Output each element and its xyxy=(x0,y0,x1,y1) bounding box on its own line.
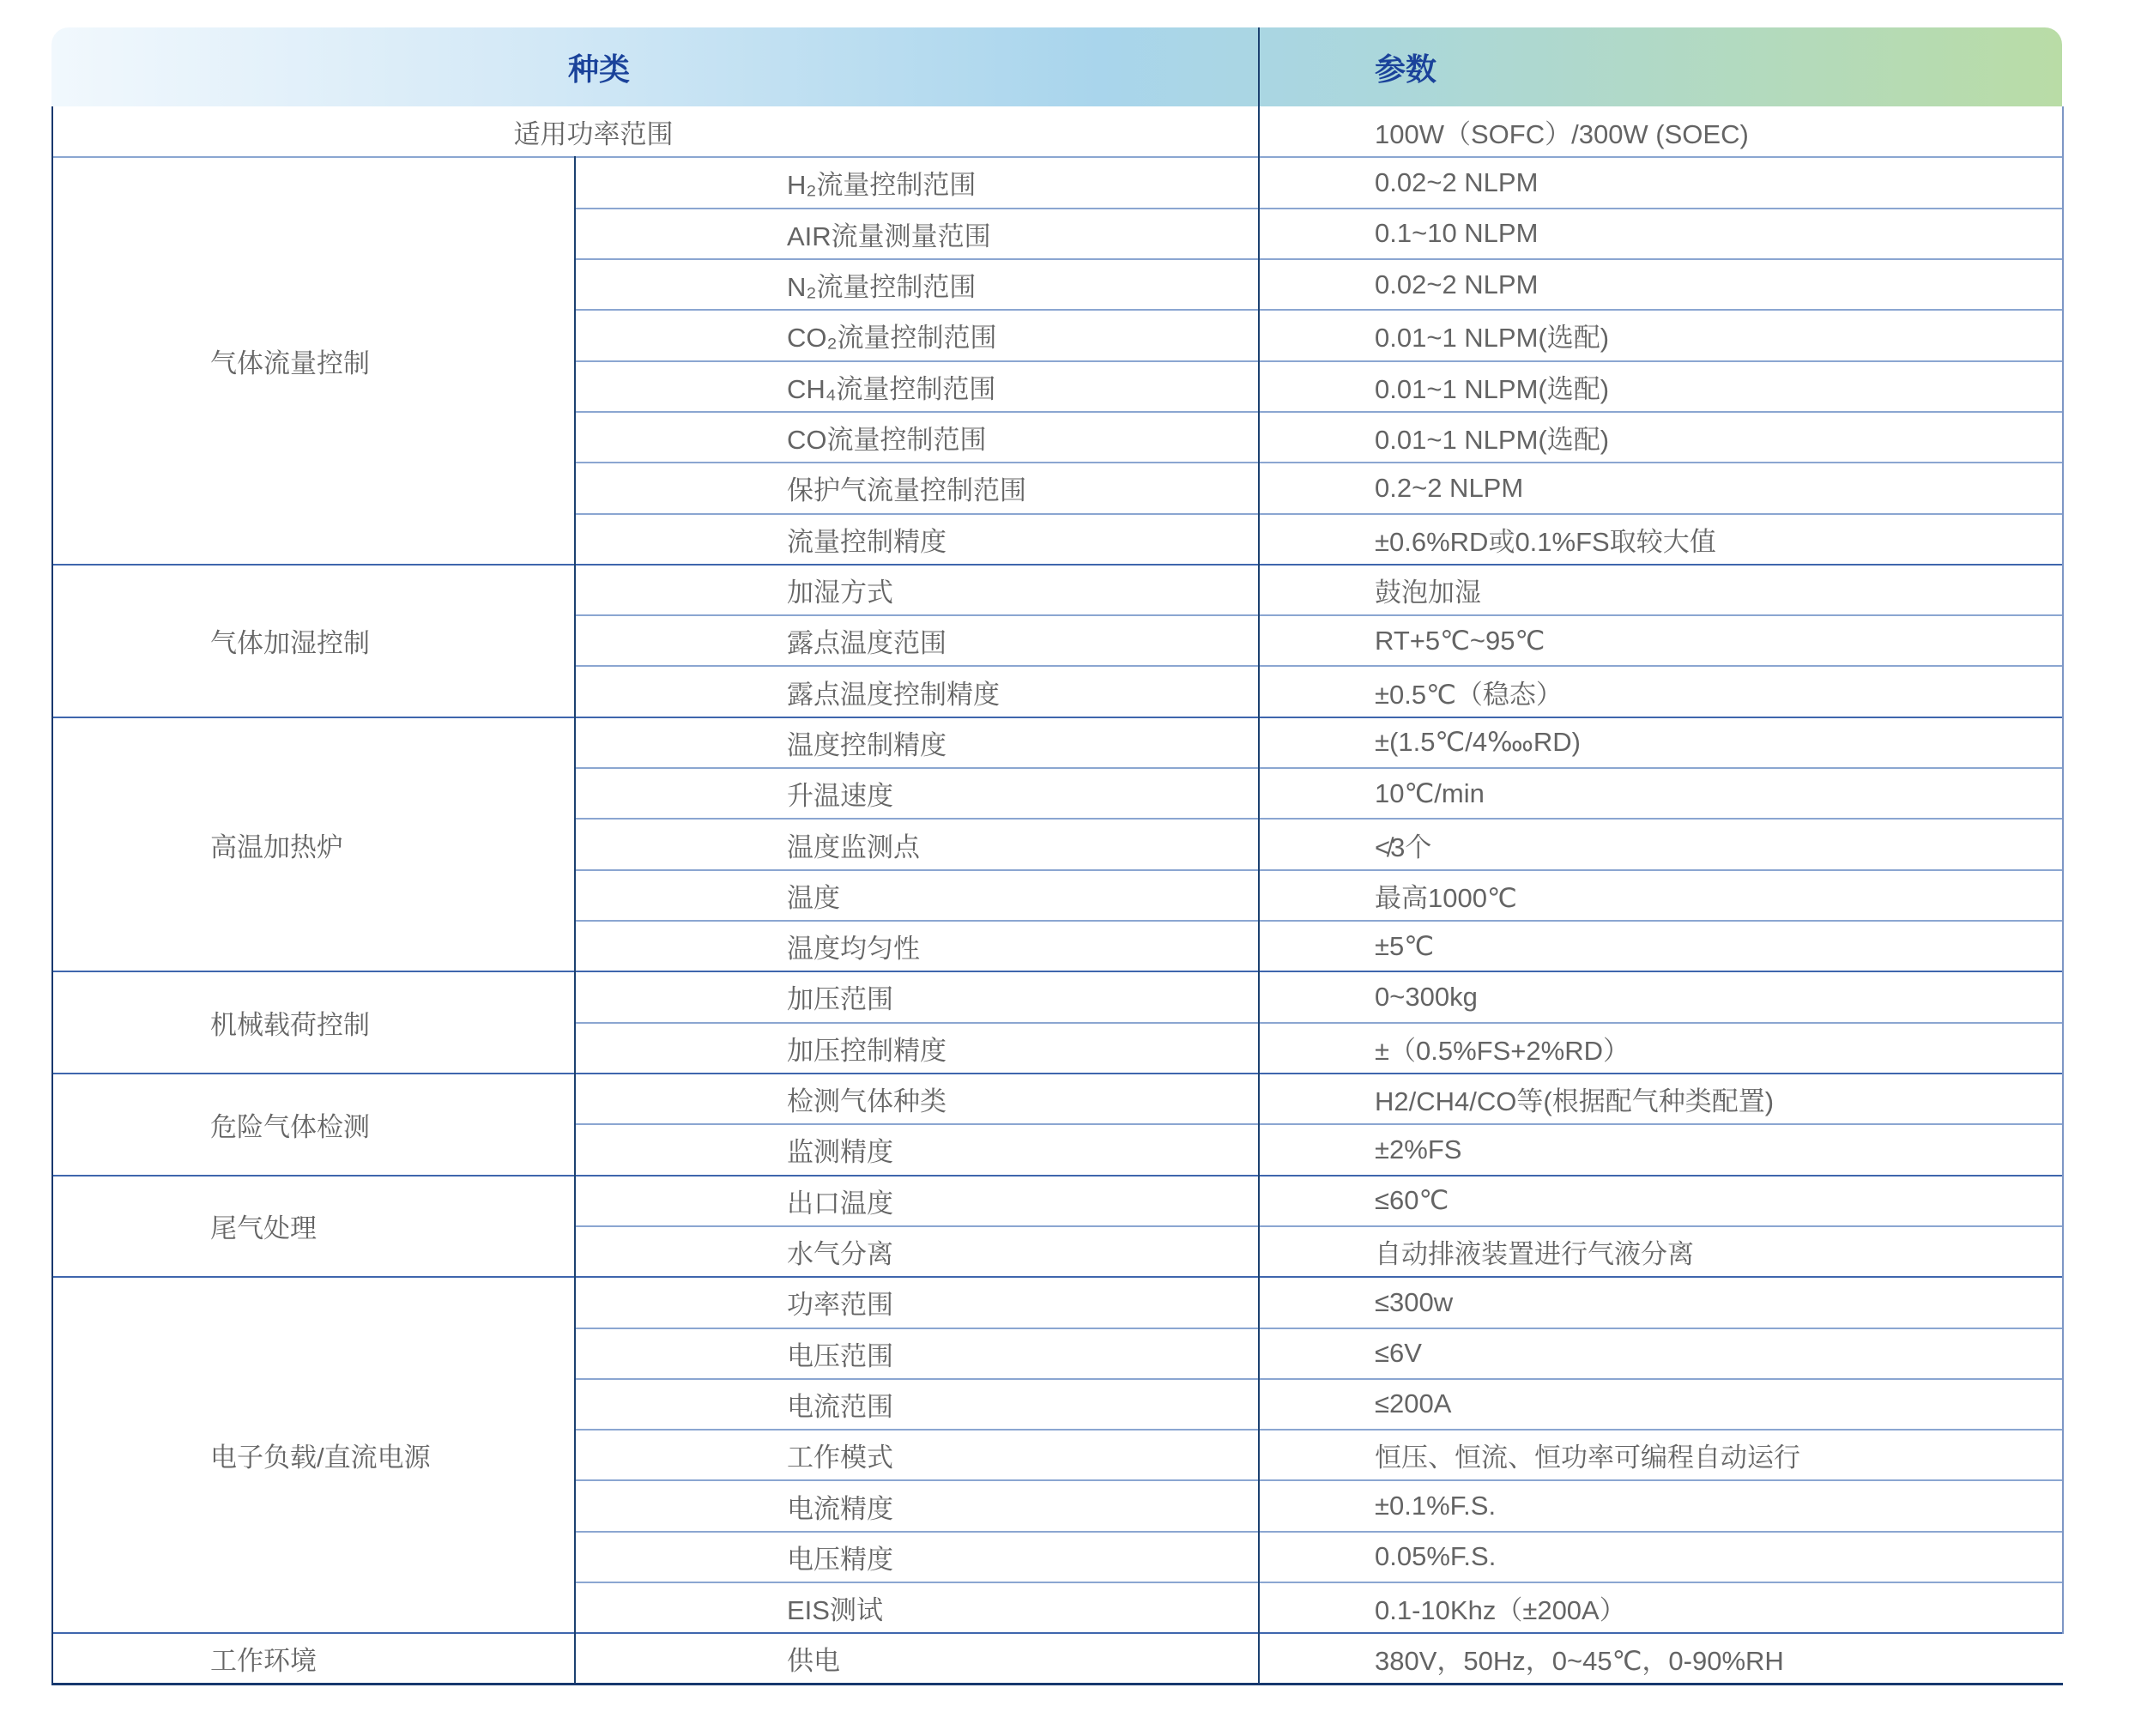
value-cell: 0.05%F.S. xyxy=(1259,1532,2063,1582)
param-cell: 供电 xyxy=(575,1633,1259,1684)
group-label-cell: 机械载荷控制 xyxy=(52,971,575,1074)
value-cell: 380V，50Hz，0~45℃，0-90%RH xyxy=(1259,1633,2063,1684)
param-cell: 温度均匀性 xyxy=(575,921,1259,971)
value-cell: ≤60℃ xyxy=(1259,1176,2063,1226)
value-cell: 0.02~2 NLPM xyxy=(1259,157,2063,208)
value-cell: 0~300kg xyxy=(1259,971,2063,1022)
value-cell: 0.02~2 NLPM xyxy=(1259,259,2063,310)
value-cell: 0.01~1 NLPM(选配) xyxy=(1259,310,2063,360)
param-cell: 电压精度 xyxy=(575,1532,1259,1582)
param-cell: 加压控制精度 xyxy=(575,1023,1259,1074)
value-cell: ≤200A xyxy=(1259,1379,2063,1430)
value-cell: ≤6V xyxy=(1259,1328,2063,1379)
value-cell: 0.1-10Khz（±200A） xyxy=(1259,1582,2063,1633)
group-label-cell: 气体流量控制 xyxy=(52,157,575,565)
param-cell: 露点温度控制精度 xyxy=(575,666,1259,717)
param-cell: 出口温度 xyxy=(575,1176,1259,1226)
value-cell: 恒压、恒流、恒功率可编程自动运行 xyxy=(1259,1430,2063,1480)
param-cell: 电流范围 xyxy=(575,1379,1259,1430)
value-cell: H2/CH4/CO等(根据配气种类配置) xyxy=(1259,1074,2063,1124)
table-row xyxy=(52,1277,2063,1328)
table-row xyxy=(52,565,2063,615)
param-cell: 升温速度 xyxy=(575,768,1259,819)
table-row xyxy=(52,1633,2063,1684)
header-parameter: 参数 xyxy=(1258,27,2062,106)
param-cell: 适用功率范围 xyxy=(52,106,1259,157)
param-cell: 电压范围 xyxy=(575,1328,1259,1379)
table-row xyxy=(52,1176,2063,1226)
param-cell: 检测气体种类 xyxy=(575,1074,1259,1124)
value-cell: 最高1000℃ xyxy=(1259,870,2063,921)
group-label-cell: 高温加热炉 xyxy=(52,717,575,972)
param-cell: 监测精度 xyxy=(575,1124,1259,1175)
value-cell: 鼓泡加湿 xyxy=(1259,565,2063,615)
table-header xyxy=(51,27,2062,106)
param-cell: 温度监测点 xyxy=(575,819,1259,869)
param-cell: 露点温度范围 xyxy=(575,615,1259,666)
value-cell: RT+5℃~95℃ xyxy=(1259,615,2063,666)
value-cell: ≮3个 xyxy=(1259,819,2063,869)
value-cell: 0.2~2 NLPM xyxy=(1259,463,2063,513)
param-cell: 电流精度 xyxy=(575,1480,1259,1531)
param-cell: 加湿方式 xyxy=(575,565,1259,615)
value-cell: ±2%FS xyxy=(1259,1124,2063,1175)
table-row xyxy=(52,971,2063,1022)
value-cell: ≤300w xyxy=(1259,1277,2063,1328)
param-cell: CO₂流量控制范围 xyxy=(575,310,1259,360)
param-cell: 保护气流量控制范围 xyxy=(575,463,1259,513)
param-cell: H₂流量控制范围 xyxy=(575,157,1259,208)
param-cell: EIS测试 xyxy=(575,1582,1259,1633)
param-cell: 温度 xyxy=(575,870,1259,921)
param-cell: N₂流量控制范围 xyxy=(575,259,1259,310)
value-cell: ±（0.5%FS+2%RD） xyxy=(1259,1023,2063,1074)
value-cell: 0.01~1 NLPM(选配) xyxy=(1259,412,2063,463)
value-cell: 100W（SOFC）/300W (SOEC) xyxy=(1259,106,2063,157)
spec-table xyxy=(51,106,2064,1685)
table-row xyxy=(52,1074,2063,1124)
group-label-cell: 工作环境 xyxy=(52,1633,575,1684)
table-row xyxy=(52,157,2063,208)
group-label-cell: 危险气体检测 xyxy=(52,1074,575,1176)
value-cell: ±(1.5℃/4‱RD) xyxy=(1259,717,2063,768)
value-cell: 0.1~10 NLPM xyxy=(1259,209,2063,259)
value-cell: 0.01~1 NLPM(选配) xyxy=(1259,361,2063,412)
header-category: 种类 xyxy=(567,51,630,87)
value-cell: 10℃/min xyxy=(1259,768,2063,819)
param-cell: 功率范围 xyxy=(575,1277,1259,1328)
group-label-cell: 尾气处理 xyxy=(52,1176,575,1278)
table-row xyxy=(52,717,2063,768)
value-cell: ±0.1%F.S. xyxy=(1259,1480,2063,1531)
group-label-cell: 气体加湿控制 xyxy=(52,565,575,717)
param-cell: 加压范围 xyxy=(575,971,1259,1022)
value-cell: ±0.6%RD或0.1%FS取较大值 xyxy=(1259,514,2063,565)
table-row xyxy=(52,106,2063,157)
value-cell: ±5℃ xyxy=(1259,921,2063,971)
param-cell: 温度控制精度 xyxy=(575,717,1259,768)
value-cell: 自动排液装置进行气液分离 xyxy=(1259,1226,2063,1277)
value-cell: ±0.5℃（稳态） xyxy=(1259,666,2063,717)
param-cell: 流量控制精度 xyxy=(575,514,1259,565)
param-cell: CO流量控制范围 xyxy=(575,412,1259,463)
param-cell: 工作模式 xyxy=(575,1430,1259,1480)
group-label-cell: 电子负载/直流电源 xyxy=(52,1277,575,1633)
param-cell: 水气分离 xyxy=(575,1226,1259,1277)
param-cell: CH₄流量控制范围 xyxy=(575,361,1259,412)
param-cell: AIR流量测量范围 xyxy=(575,209,1259,259)
